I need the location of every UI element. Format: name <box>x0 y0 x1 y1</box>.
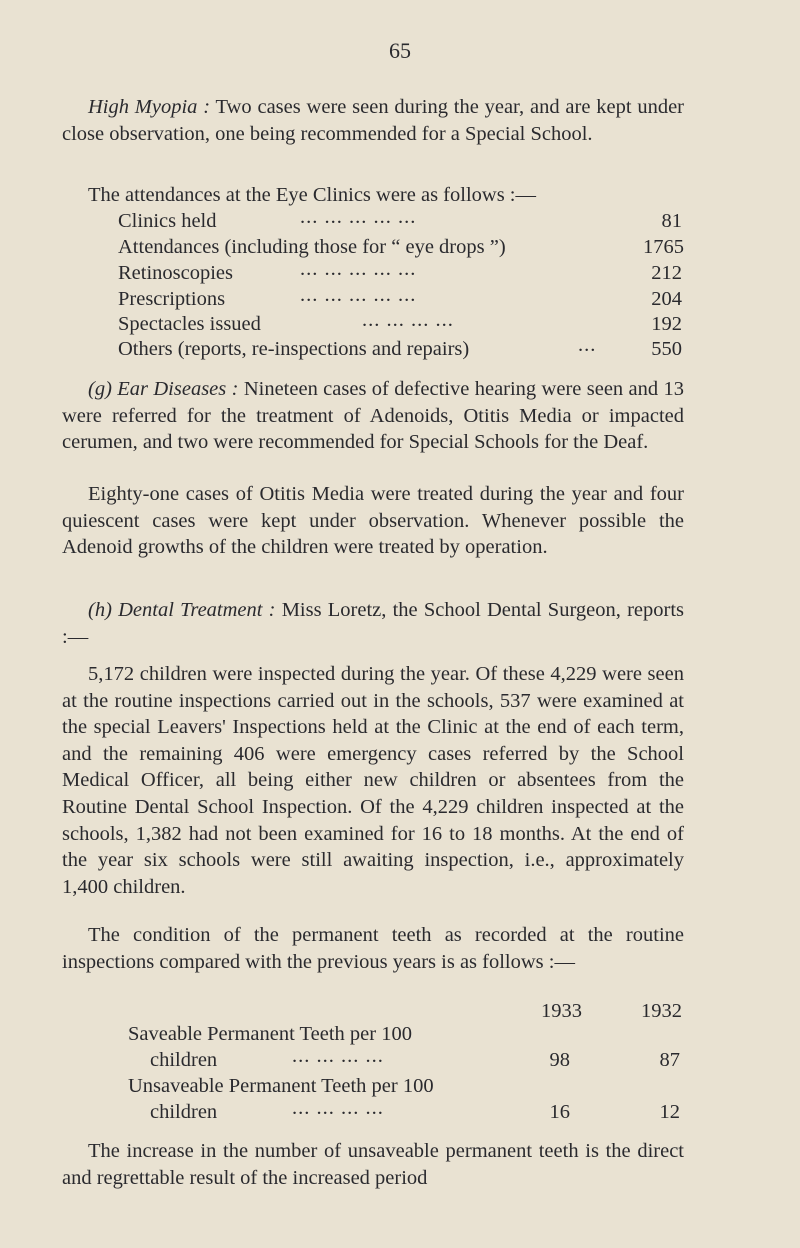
ear-diseases-label: (g) Ear Diseases : <box>88 378 239 400</box>
ear-diseases-paragraph <box>62 376 684 456</box>
closing-text: The increase in the number of unsaveable permanent teeth is the direct and regrettable result of the increased period <box>62 1140 684 1189</box>
inspection-paragraph <box>62 661 684 900</box>
high-myopia-label: High Myopia : <box>88 96 211 118</box>
eye-row-leader: ... ... ... ... ... <box>300 284 417 306</box>
dental-treatment-paragraph <box>62 597 684 650</box>
teeth-row-value: 98 <box>549 1049 570 1071</box>
high-myopia-paragraph <box>62 94 684 147</box>
eye-row-value: 81 <box>661 210 682 232</box>
ear-diseases-text: Nineteen cases of defective hearing were seen and 13 were referred for the treatment of Adenoids, Otitis Media or impacted cerumen, and two were recommended for Special Schools for the Deaf. <box>62 378 684 454</box>
dental-treatment-label: (h) Dental Treatment : <box>88 599 276 621</box>
teeth-row-value: 12 <box>659 1101 680 1123</box>
inspection-text: 5,172 children were inspected during the year. Of these 4,229 were seen at the routine inspections carried out in the schools, 537 were examined at the special Leavers' Inspections held at the Clinic at the end of each term, and the remaining 406 were emergency cases referred by the School Medical Officer, all being either new children or absentees from the Routine Dental School Inspection. Of the 4,229 children inspected at the schools, 1,382 had not been examined for 16 to 18 months. At the end of the year six schools were still awaiting inspection, i.e., approximately 1,400 children. <box>62 663 684 898</box>
eye-row-value: 192 <box>651 313 682 335</box>
teeth-row-value: 16 <box>549 1101 570 1123</box>
teeth-text: The condition of the permanent teeth as recorded at the routine inspections compared with the previous years is as follows :— <box>62 924 684 973</box>
teeth-col-header: 1932 <box>641 1000 682 1022</box>
page-number: 65 <box>389 38 411 63</box>
eye-row-leader: ... ... ... ... ... <box>300 258 417 280</box>
dental-treatment-text: Miss Loretz, the School Dental Surgeon, reports :— <box>62 599 685 648</box>
eye-row-label: Spectacles issued <box>118 313 261 335</box>
eye-clinics-intro: The attendances at the Eye Clinics were as follows :— <box>88 184 537 206</box>
eye-row-label: Retinoscopies <box>118 262 234 284</box>
teeth-row-value: 87 <box>659 1049 680 1071</box>
teeth-row-leader: ... ... ... ... <box>292 1045 384 1067</box>
eye-row-leader: ... ... ... ... ... <box>300 206 417 228</box>
closing-paragraph <box>62 1138 684 1191</box>
high-myopia-text: Two cases were seen during the year, and are kept under close observation, one being recommended for a Special School. <box>62 96 685 145</box>
eye-row-value: 1765 <box>643 236 684 258</box>
eye-row-label: Prescriptions <box>118 288 226 310</box>
otitis-text: Eighty-one cases of Otitis Media were treated during the year and four quiescent cases were kept under observation. Whenever possible the Adenoid growths of the children were treated by operation. <box>62 483 684 559</box>
eye-row-leader: ... <box>578 334 597 356</box>
eye-row-value: 212 <box>651 262 682 284</box>
teeth-row-leader: ... ... ... ... <box>292 1097 384 1119</box>
teeth-row-label: Unsaveable Permanent Teeth per 100 <box>128 1075 434 1097</box>
eye-row-leader: ... ... ... ... <box>362 309 454 331</box>
eye-row-label: Clinics held <box>118 210 217 232</box>
teeth-row-label: Saveable Permanent Teeth per 100 <box>128 1023 412 1045</box>
eye-row-value: 204 <box>651 288 682 310</box>
teeth-col-header: 1933 <box>541 1000 582 1022</box>
eye-row-value: 550 <box>651 338 682 360</box>
teeth-row-label-cont: children <box>150 1101 218 1123</box>
eye-row-label: Others (reports, re-inspections and repairs) <box>118 338 470 360</box>
teeth-row-label-cont: children <box>150 1049 218 1071</box>
otitis-paragraph <box>62 481 684 561</box>
teeth-paragraph <box>62 922 684 975</box>
eye-row-label: Attendances (including those for “ eye drops ”) <box>118 236 506 258</box>
